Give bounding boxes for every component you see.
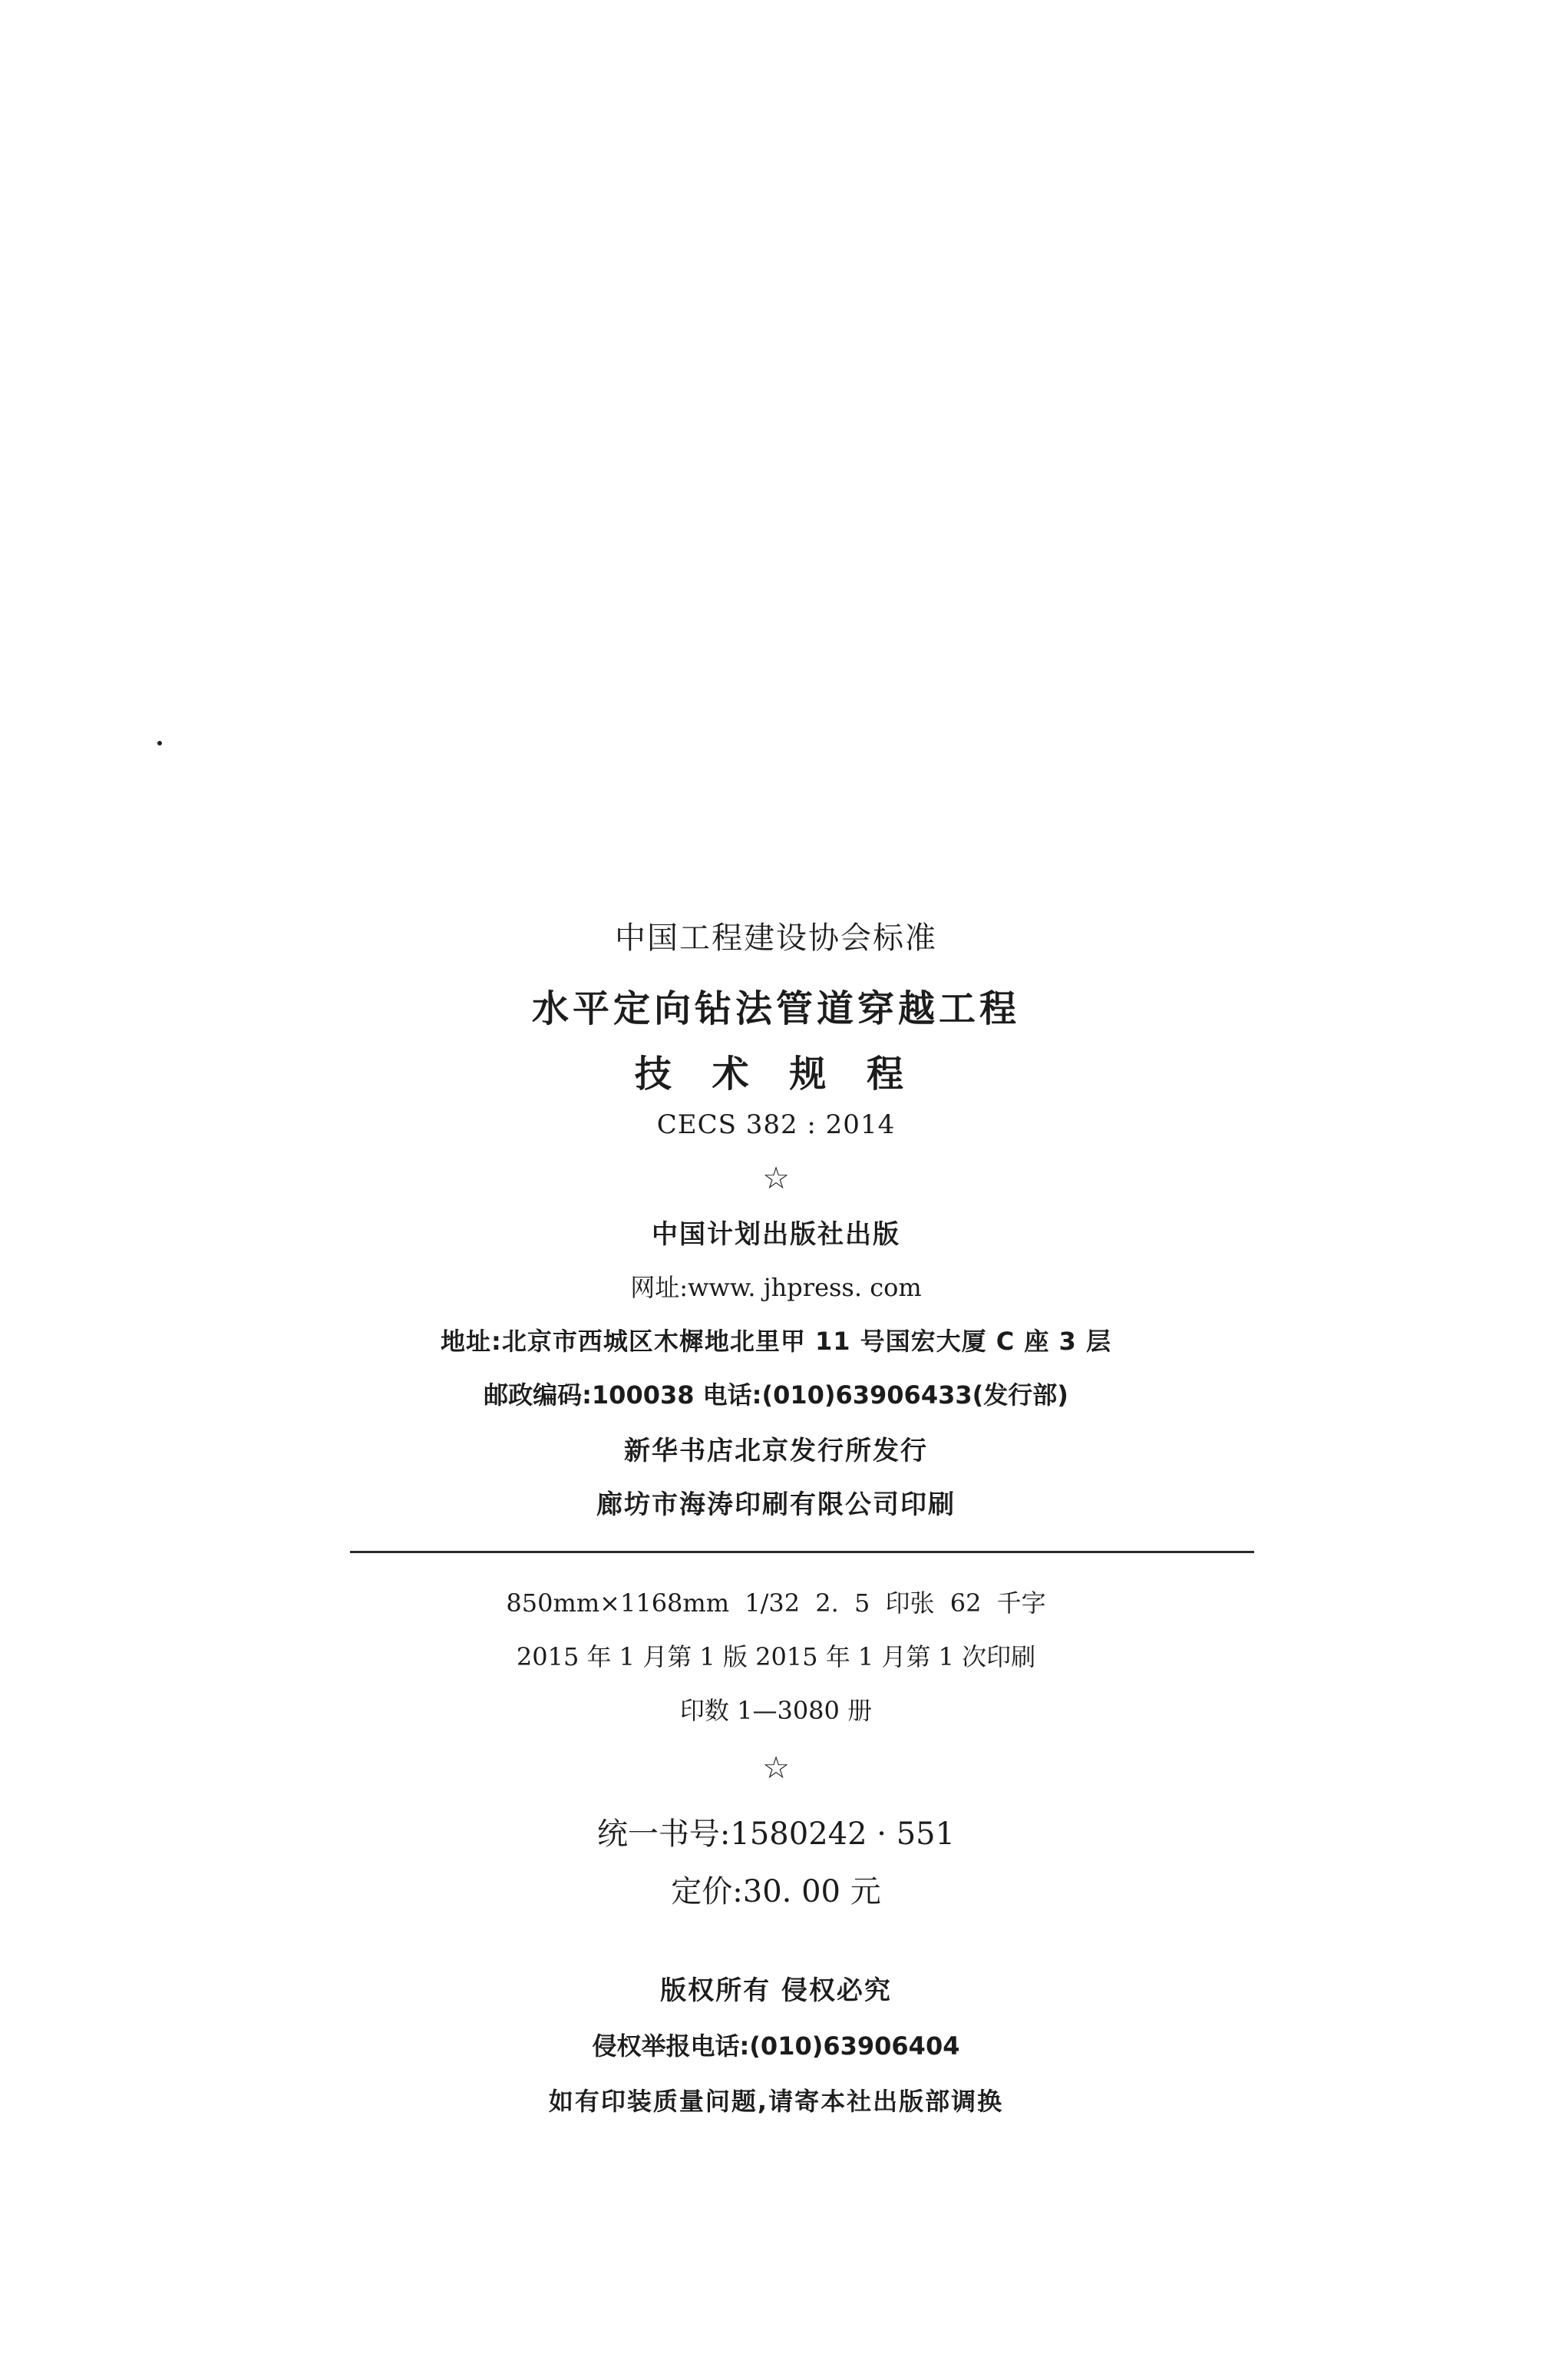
print-run: 印数 1—3080 册 — [679, 1696, 873, 1725]
divider-rule — [350, 1551, 1254, 1553]
edition-info: 2015 年 1 月第 1 版 2015 年 1 月第 1 次印刷 — [516, 1642, 1036, 1671]
unified-book-number: 统一书号:1580242 · 551 — [596, 1816, 956, 1852]
publisher: 中国计划出版社出版 — [652, 1219, 900, 1250]
infringement-report-phone: 侵权举报电话:(010)63906404 — [592, 2031, 960, 2061]
distributor: 新华书店北京发行所发行 — [624, 1436, 928, 1466]
copyright-notice: 版权所有 侵权必究 — [660, 1975, 892, 2006]
book-title-line-2: 技 术 规 程 — [634, 1053, 918, 1096]
star-divider-icon: ☆ — [762, 1161, 790, 1196]
postal-code-and-phone: 邮政编码:100038 电话:(010)63906433(发行部) — [484, 1380, 1068, 1410]
scan-speck — [157, 741, 162, 745]
format-spec: 850mm×1168mm 1/32 2. 5 印张 62 千字 — [506, 1588, 1046, 1618]
printer: 廊坊市海涛印刷有限公司印刷 — [596, 1489, 956, 1520]
publisher-address: 地址:北京市西城区木樨地北里甲 11 号国宏大厦 C 座 3 层 — [441, 1327, 1111, 1356]
standard-series: 中国工程建设协会标准 — [615, 921, 937, 956]
price: 定价:30. 00 元 — [671, 1874, 881, 1909]
standard-code: CECS 382 : 2014 — [656, 1109, 896, 1140]
star-divider-icon-2: ☆ — [762, 1750, 790, 1786]
exchange-note: 如有印装质量问题,请寄本社出版部调换 — [548, 2087, 1004, 2116]
website: 网址:www. jhpress. com — [630, 1273, 922, 1302]
book-title-line-1: 水平定向钻法管道穿越工程 — [531, 987, 1020, 1030]
